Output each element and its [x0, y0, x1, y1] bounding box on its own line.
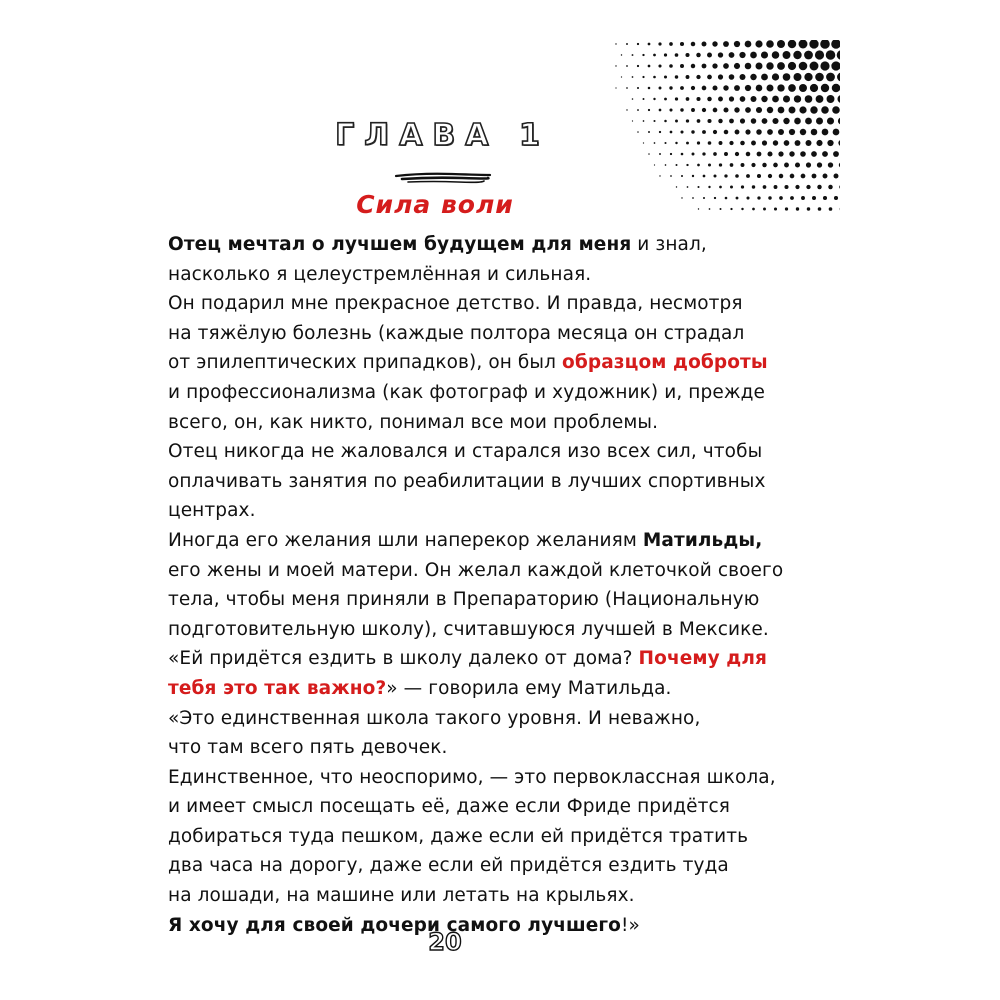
halftone-dot — [637, 87, 639, 89]
halftone-dot — [793, 51, 801, 59]
halftone-dot — [665, 164, 667, 166]
halftone-dot — [637, 109, 639, 111]
halftone-dot — [773, 163, 778, 168]
halftone-dot — [750, 96, 756, 102]
halftone-dot — [702, 42, 707, 47]
text-line — [168, 585, 768, 615]
halftone-dot — [729, 74, 735, 80]
bold-text: Отец мечтал о лучшем будущем для меня — [168, 234, 632, 255]
text-segment: два часа на дорогу, даже если ей придётся ездить туда — [168, 855, 729, 877]
halftone-dot — [621, 76, 622, 77]
halftone-dot — [697, 164, 700, 167]
text-segment: Иногда его желания шли наперекор желаниям — [168, 529, 643, 551]
halftone-dot — [788, 40, 796, 48]
halftone-dot — [718, 74, 723, 79]
halftone-dot — [740, 96, 746, 102]
halftone-dot — [734, 63, 740, 69]
halftone-dot — [750, 52, 757, 59]
text-line — [168, 615, 768, 645]
text-line — [168, 348, 768, 378]
halftone-dot — [755, 40, 762, 47]
halftone-dot — [697, 186, 699, 188]
halftone-dot — [702, 108, 706, 112]
halftone-dot — [772, 73, 779, 80]
halftone-dot — [643, 98, 645, 100]
halftone-dot — [669, 86, 672, 89]
halftone-dot — [723, 85, 728, 90]
text-segment: от эпилептических припадков), он был — [168, 352, 563, 374]
halftone-dot — [648, 43, 651, 46]
halftone-dot — [686, 75, 690, 79]
text-segment: «Ей придётся ездить в школу далеко от дома? — [168, 648, 639, 670]
halftone-dot — [680, 86, 684, 90]
halftone-dot — [658, 64, 661, 67]
halftone-dot — [615, 65, 616, 66]
halftone-dot — [723, 107, 728, 112]
halftone-dot — [681, 175, 683, 177]
halftone-dot — [615, 43, 616, 44]
halftone-dot — [789, 107, 796, 114]
text-line — [168, 763, 776, 793]
halftone-dot — [708, 163, 711, 166]
halftone-dot — [735, 174, 739, 178]
halftone-dot — [669, 64, 673, 68]
text-line — [168, 704, 768, 734]
halftone-dot — [686, 97, 690, 101]
halftone-dot — [712, 63, 717, 68]
text-line — [168, 851, 768, 881]
halftone-dot — [810, 84, 818, 92]
halftone-dot — [809, 40, 818, 49]
halftone-dot — [739, 74, 745, 80]
halftone-dot — [777, 62, 785, 70]
halftone-dot — [659, 87, 662, 90]
halftone-dot — [801, 174, 806, 179]
halftone-dot — [675, 53, 679, 57]
halftone-dot — [734, 85, 740, 91]
halftone-dot — [767, 85, 774, 92]
halftone-dot — [648, 65, 651, 68]
bold-text: Матильды, — [642, 529, 763, 551]
halftone-dot — [839, 185, 840, 190]
halftone-dot — [837, 95, 840, 103]
halftone-dot — [746, 174, 750, 178]
halftone-dot — [832, 84, 840, 92]
halftone-dot — [831, 61, 840, 70]
halftone-dot — [777, 40, 785, 48]
text-segment: центрах. — [168, 500, 256, 522]
halftone-dot — [729, 52, 735, 58]
halftone-dot — [653, 54, 656, 57]
halftone-dot — [779, 174, 783, 178]
halftone-dot — [768, 174, 772, 178]
halftone-dot — [659, 153, 661, 155]
halftone-dot — [821, 84, 829, 92]
halftone-dot — [772, 51, 780, 59]
text-line — [168, 467, 768, 497]
halftone-dot — [783, 51, 791, 59]
halftone-dot — [834, 174, 839, 179]
text-segment: на тяжёлую болезнь (каждые полтора месяца он страдал — [168, 322, 745, 344]
text-line — [168, 378, 768, 408]
highlight-text: Почему для — [638, 648, 767, 670]
text-line — [168, 822, 768, 852]
halftone-dot — [763, 185, 767, 189]
halftone-dot — [756, 85, 763, 92]
halftone-dot — [817, 162, 822, 167]
halftone-dot — [784, 185, 788, 189]
halftone-dot — [696, 97, 700, 101]
text-segment: » — говорила ему Матильда. — [386, 677, 672, 699]
halftone-dot — [664, 98, 667, 101]
text-segment: подготовительную школу), считавшуюся лучшей в Мексике. — [168, 618, 769, 640]
halftone-dot — [696, 53, 700, 57]
text-segment: на лошади, на машине или летать на крыльях. — [168, 885, 635, 907]
halftone-dot — [669, 42, 673, 46]
halftone-dot — [745, 41, 752, 48]
halftone-dot — [718, 52, 723, 57]
halftone-dot — [642, 76, 644, 78]
halftone-dot — [707, 97, 711, 101]
halftone-dot — [621, 54, 622, 55]
halftone-dot — [774, 185, 778, 189]
text-segment: Он подарил мне прекрасное детство. И правда, несмотря — [168, 293, 743, 315]
halftone-dot — [815, 73, 824, 82]
halftone-dot — [653, 76, 656, 79]
halftone-dot — [805, 95, 813, 103]
page-number: 20 — [428, 928, 462, 956]
halftone-dot — [823, 174, 828, 179]
halftone-dot — [632, 76, 634, 78]
halftone-dot — [642, 54, 644, 56]
halftone-dot — [670, 175, 672, 177]
halftone-dot — [820, 40, 830, 49]
halftone-dot — [692, 175, 694, 177]
halftone-dot — [723, 41, 729, 47]
halftone-dot — [734, 41, 740, 47]
halftone-dot — [626, 43, 628, 45]
halftone-dot — [691, 42, 696, 47]
halftone-dot — [795, 185, 799, 189]
halftone-dot — [816, 95, 824, 103]
halftone-dot — [767, 107, 773, 113]
halftone-dot — [637, 65, 639, 67]
halftone-dot — [783, 73, 791, 81]
halftone-dot — [788, 84, 796, 92]
halftone-dot — [826, 73, 835, 82]
halftone-dot — [653, 98, 655, 100]
halftone-dot — [794, 73, 802, 81]
halftone-dot — [784, 163, 789, 168]
halftone-dot — [676, 164, 678, 166]
halftone-dot — [827, 95, 835, 103]
halftone-dot — [821, 106, 829, 114]
halftone-dot — [806, 162, 811, 167]
halftone-dot — [761, 74, 768, 81]
halftone-dot — [799, 62, 808, 71]
halftone-dot — [675, 75, 678, 78]
halftone-dot — [685, 53, 689, 57]
halftone-dot — [680, 64, 684, 68]
text-segment: оплачивать занятия по реабилитации в лучших спортивных — [168, 470, 766, 492]
halftone-dot — [724, 174, 727, 177]
halftone-dot — [691, 86, 695, 90]
text-segment: что там всего пять девочек. — [168, 737, 448, 759]
halftone-dot — [761, 96, 767, 102]
text-line — [168, 881, 768, 911]
chapter-label: ГЛАВА 1 — [335, 118, 550, 153]
halftone-dot — [691, 64, 695, 68]
halftone-dot — [799, 106, 806, 113]
text-segment: Единственное, что неоспоримо, — это первоклассная школа, — [168, 766, 776, 788]
halftone-dot — [675, 97, 678, 100]
halftone-dot — [831, 40, 840, 49]
halftone-dot — [680, 42, 684, 46]
text-line — [168, 792, 768, 822]
halftone-dot — [828, 162, 833, 167]
halftone-dot — [799, 84, 807, 92]
halftone-dot — [837, 73, 840, 82]
halftone-dot — [761, 51, 768, 58]
halftone-dot — [632, 98, 634, 100]
halftone-dot — [712, 85, 717, 90]
text-segment: и профессионализма (как фотограф и художник) и, прежде — [168, 381, 765, 403]
halftone-dot — [817, 185, 821, 189]
text-line — [168, 437, 768, 467]
halftone-dot — [670, 153, 672, 155]
halftone-dot — [820, 61, 829, 70]
text-line — [168, 526, 768, 556]
halftone-dot — [757, 174, 761, 178]
halftone-dot — [756, 63, 763, 70]
halftone-dot — [669, 108, 672, 111]
halftone-dot — [795, 162, 800, 167]
text-line — [168, 644, 768, 674]
text-segment: тела, чтобы меня приняли в Препараторию (Национальную — [168, 589, 760, 611]
brush-stroke-divider — [392, 170, 492, 186]
halftone-dot — [839, 162, 840, 167]
text-segment: всего, он, как никто, понимал все мои проблемы. — [168, 411, 659, 433]
halftone-dot — [734, 107, 739, 112]
text-segment: !» — [621, 914, 640, 936]
halftone-dot — [741, 185, 744, 188]
text-segment: и знал, — [631, 234, 707, 255]
bold-text: Я хочу для своей дочери самого лучшего — [168, 914, 621, 936]
halftone-dot — [739, 52, 745, 58]
halftone-dot — [804, 73, 812, 81]
halftone-dot — [696, 75, 700, 79]
halftone-dot — [730, 163, 734, 167]
halftone-dot — [713, 108, 718, 113]
text-line — [168, 230, 768, 260]
halftone-dot — [702, 64, 707, 69]
halftone-dot — [659, 175, 660, 176]
halftone-dot — [815, 50, 824, 59]
halftone-dot — [790, 174, 795, 179]
halftone-dot — [654, 164, 655, 165]
halftone-dot — [680, 108, 683, 111]
halftone-dot — [826, 50, 836, 60]
halftone-dot — [745, 63, 752, 70]
halftone-dot — [799, 40, 808, 48]
halftone-dot — [691, 108, 695, 112]
halftone-dot — [729, 96, 734, 101]
halftone-dot — [766, 40, 774, 48]
halftone-dot — [686, 164, 688, 166]
halftone-dot — [772, 96, 779, 103]
halftone-dot — [648, 87, 651, 90]
halftone-dot — [664, 75, 667, 78]
halftone-dot — [828, 185, 832, 189]
halftone-dot — [806, 185, 810, 189]
halftone-dot — [719, 186, 722, 189]
text-line — [168, 408, 768, 438]
halftone-dot — [832, 106, 840, 114]
halftone-dot — [637, 43, 639, 45]
halftone-dot — [632, 54, 634, 56]
halftone-dot — [719, 163, 722, 166]
halftone-dot — [702, 86, 707, 91]
halftone-dot — [676, 186, 677, 187]
halftone-dot — [687, 186, 689, 188]
halftone-dot — [703, 175, 706, 178]
halftone-dot — [707, 75, 712, 80]
halftone-dot — [756, 107, 762, 113]
halftone-dot — [788, 62, 796, 70]
halftone-dot — [626, 65, 628, 67]
text-line — [168, 556, 784, 586]
halftone-dot — [762, 163, 766, 167]
halftone-dot — [713, 174, 716, 177]
highlight-text: тебя это так важно? — [168, 677, 387, 699]
text-segment: и имеет смысл посещать её, даже если Фриде придётся — [168, 796, 731, 818]
halftone-dot — [810, 106, 817, 113]
halftone-dot — [626, 109, 627, 110]
text-line — [168, 674, 768, 704]
halftone-dot — [810, 62, 819, 71]
halftone-dot — [837, 50, 840, 60]
halftone-dot — [766, 62, 773, 69]
halftone-dot — [648, 153, 650, 155]
text-segment: Отец никогда не жаловался и старался изо всех сил, чтобы — [168, 441, 763, 463]
halftone-dot — [741, 163, 745, 167]
halftone-dot — [778, 107, 785, 114]
halftone-dot — [664, 53, 667, 56]
text-line — [168, 260, 768, 290]
text-segment: насколько я целеустремлённая и сильная. — [168, 263, 592, 285]
halftone-dot — [751, 163, 755, 167]
halftone-dot — [615, 87, 616, 88]
halftone-dot — [752, 185, 755, 188]
halftone-dot — [681, 153, 684, 156]
highlight-text: образцом доброты — [562, 352, 768, 374]
halftone-dot — [708, 186, 710, 188]
halftone-dot — [812, 174, 817, 179]
halftone-dot — [707, 53, 712, 58]
text-line — [168, 496, 768, 526]
text-segment: добираться туда пешком, даже если ей придётся тратить — [168, 825, 749, 847]
halftone-dot — [777, 84, 784, 91]
text-segment: его жены и моей матери. Он желал каждой клеточкой своего — [168, 559, 784, 581]
text-line — [168, 319, 768, 349]
halftone-dot — [626, 87, 628, 89]
text-line — [168, 733, 768, 763]
halftone-dot — [750, 74, 756, 80]
halftone-dot — [745, 85, 751, 91]
halftone-dot — [712, 41, 717, 46]
text-line — [168, 289, 768, 319]
halftone-dot — [648, 109, 650, 111]
halftone-dot — [718, 97, 723, 102]
halftone-dot — [723, 63, 729, 69]
halftone-dot — [658, 42, 661, 45]
chapter-title: Сила воли — [356, 190, 514, 219]
halftone-dot — [804, 51, 813, 60]
halftone-dot — [730, 186, 733, 189]
text-segment: «Это единственная школа такого уровня. И неважно, — [168, 707, 701, 729]
halftone-dot — [783, 95, 790, 102]
body-text — [168, 230, 784, 940]
halftone-dot — [745, 107, 751, 113]
halftone-dot — [794, 95, 801, 102]
halftone-dot — [659, 109, 662, 112]
